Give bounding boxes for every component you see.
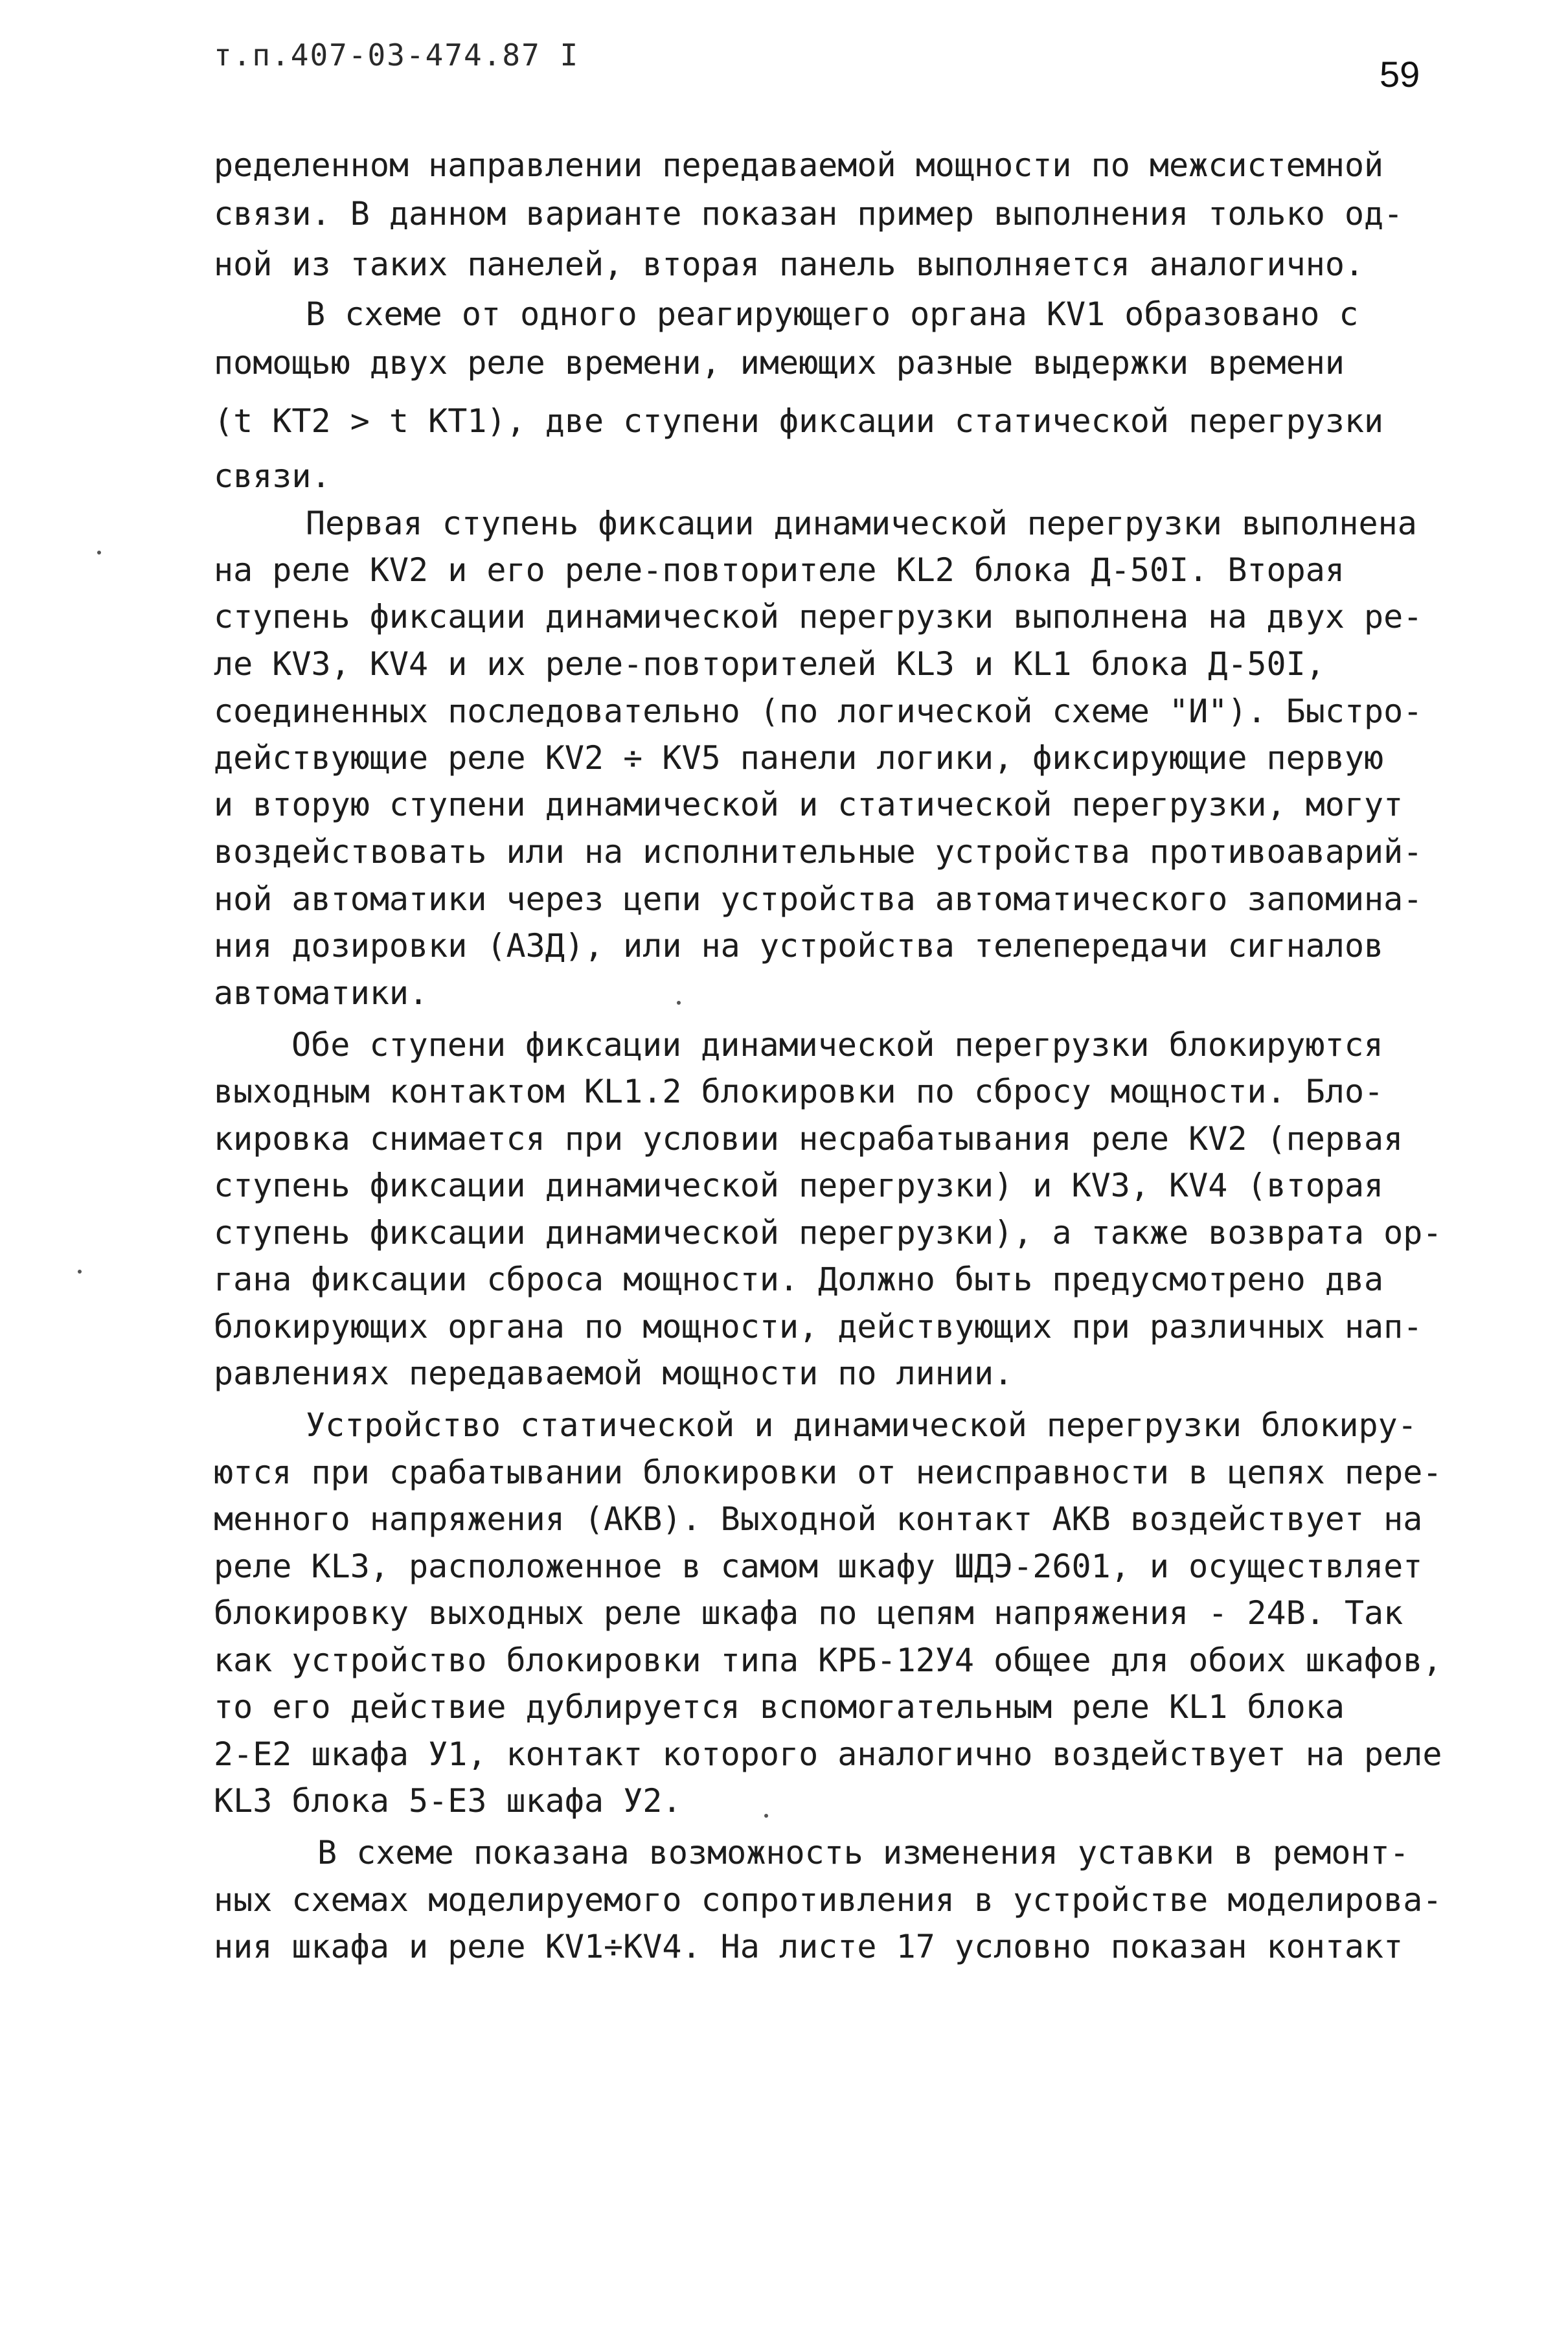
text-line: блокировку выходных реле шкафа по цепям напряжения - 24В. Так <box>214 1594 1403 1632</box>
text-line: ределенном направлении передаваемой мощности по межсистемной <box>214 146 1384 184</box>
text-line: действующие реле KV2 ÷ KV5 панели логики, фиксирующие первую <box>214 739 1384 777</box>
text-line: равлениях передаваемой мощности по линии. <box>214 1355 1014 1392</box>
text-line: то его действие дублируется вспомогательным реле KL1 блока <box>214 1688 1345 1726</box>
scan-speck <box>97 551 101 555</box>
text-line: 2-Е2 шкафа У1, контакт которого аналогично воздействует на реле <box>214 1735 1442 1773</box>
text-line: реле KL3, расположенное в самом шкафу ШДЭ-2601, и осуществляет <box>214 1548 1423 1585</box>
text-line: ступень фиксации динамической перегрузки), а также возврата ор- <box>214 1214 1442 1252</box>
text-line: и вторую ступени динамической и статической перегрузки, могут <box>214 786 1403 823</box>
text-line: на реле KV2 и его реле-повторителе KL2 блока Д-50I. Вторая <box>214 551 1345 589</box>
text-line: ния дозировки (АЗД), или на устройства телепередачи сигналов <box>214 927 1384 965</box>
text-line: как устройство блокировки типа КРБ-12У4 общее для обоих шкафов, <box>214 1642 1442 1679</box>
scan-speck <box>677 1001 681 1005</box>
text-line: менного напряжения (АКВ). Выходной контакт АКВ воздействует на <box>214 1500 1423 1538</box>
text-line: Первая ступень фиксации динамической перегрузки выполнена <box>306 505 1417 542</box>
text-line: ле KV3, KV4 и их реле-повторителей KL3 и KL1 блока Д-50I, <box>214 645 1325 683</box>
text-line: связи. <box>214 457 331 495</box>
text-line: кировка снимается при условии несрабатывания реле KV2 (первая <box>214 1120 1403 1158</box>
text-line: ной автоматики через цепи устройства автоматического запомина- <box>214 880 1423 918</box>
text-line: (t KT2 > t KT1), две ступени фиксации статической перегрузки <box>214 402 1384 440</box>
text-line: В схеме показана возможность изменения уставки в ремонт- <box>317 1834 1409 1871</box>
text-line: ных схемах моделируемого сопротивления в устройстве моделирова- <box>214 1881 1442 1919</box>
page-number: 59 <box>1380 54 1420 95</box>
text-line: ния шкафа и реле KV1÷KV4. На листе 17 условно показан контакт <box>214 1928 1403 1965</box>
text-line: KL3 блока 5-Е3 шкафа У2. <box>214 1782 682 1820</box>
text-line: соединенных последовательно (по логической схеме "И"). Быстро- <box>214 692 1423 730</box>
text-line: Устройство статической и динамической перегрузки блокиру- <box>306 1406 1417 1444</box>
text-line: ются при срабатывании блокировки от неисправности в цепях пере- <box>214 1454 1442 1491</box>
text-line: В схеме от одного реагирующего органа KV1 образовано с <box>306 295 1359 333</box>
text-line: ступень фиксации динамической перегрузки выполнена на двух ре- <box>214 598 1423 635</box>
text-line: воздействовать или на исполнительные устройства противоаварий- <box>214 833 1423 871</box>
text-line: автоматики. <box>214 974 429 1012</box>
text-line: блокирующих органа по мощности, действующих при различных нап- <box>214 1308 1423 1345</box>
text-line: ной из таких панелей, вторая панель выполняется аналогично. <box>214 246 1365 283</box>
text-line: помощью двух реле времени, имеющих разные выдержки времени <box>214 344 1345 382</box>
text-line: ступень фиксации динамической перегрузки) и KV3, KV4 (вторая <box>214 1167 1384 1204</box>
text-line: связи. В данном варианте показан пример выполнения только од- <box>214 195 1403 233</box>
scan-speck <box>78 1270 82 1274</box>
document-code: т.п.407-03-474.87 I <box>214 38 580 73</box>
scan-speck <box>764 1814 768 1818</box>
text-line: выходным контактом KL1.2 блокировки по сбросу мощности. Бло- <box>214 1073 1384 1110</box>
text-line: гана фиксации сброса мощности. Должно быть предусмотрено два <box>214 1261 1384 1298</box>
text-line: Обе ступени фиксации динамической перегрузки блокируются <box>291 1026 1383 1064</box>
